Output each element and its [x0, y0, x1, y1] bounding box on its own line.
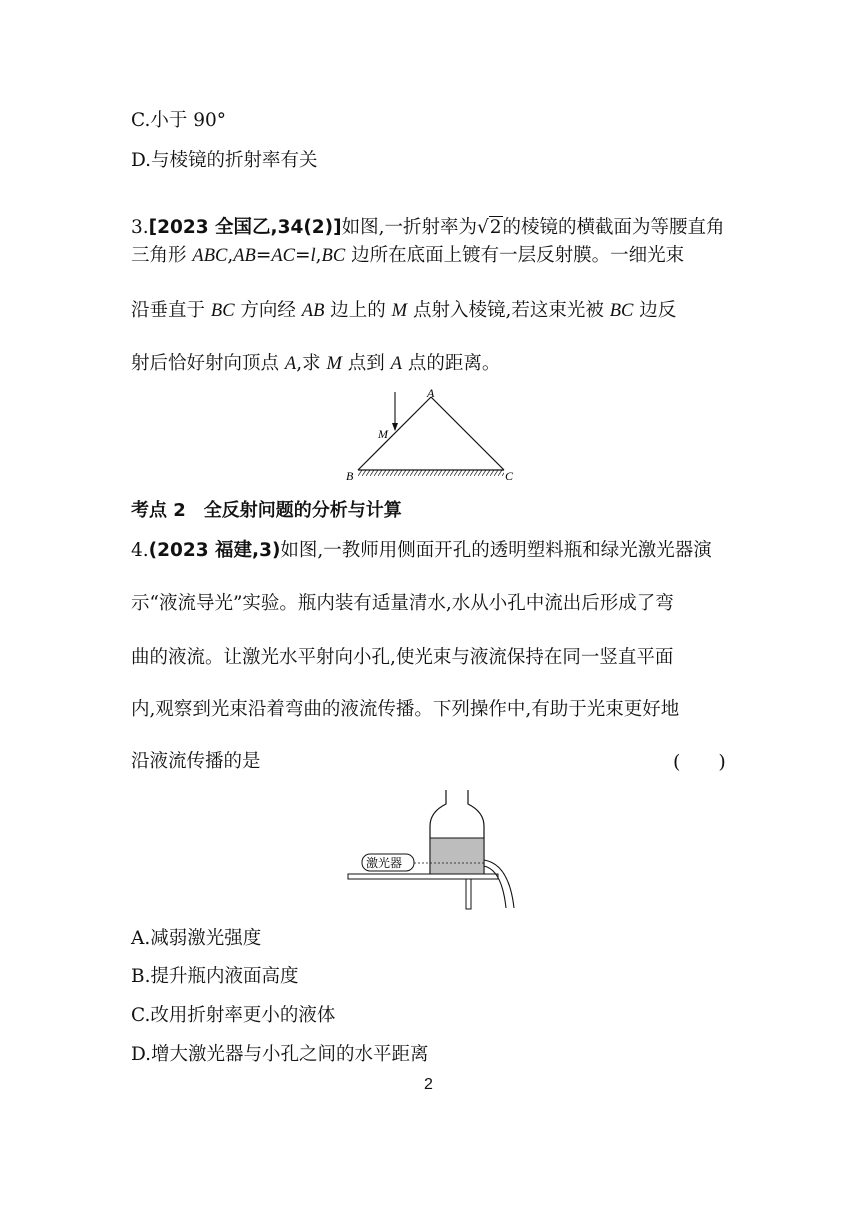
text: 方向经 [234, 300, 302, 321]
q3-line-3 [131, 296, 676, 322]
q4-line-5: 沿液流传播的是 [131, 751, 261, 772]
q4-line-1 [131, 536, 712, 562]
var-abc: ABC [192, 246, 228, 266]
var-ab: AB [233, 246, 256, 266]
text: , [315, 245, 322, 266]
option-d-prev: D.与棱镜的折射率有关 [131, 150, 318, 171]
reflective-film [358, 470, 504, 476]
q3-text-a: 如图,一折射率为 [341, 217, 477, 238]
text: 三角形 [131, 245, 193, 266]
q4-text: 如图,一教师用侧面开孔的透明塑料瓶和绿光激光器演 [280, 540, 712, 561]
table-top [348, 874, 498, 879]
text: 点射入棱镜,若这束光被 [407, 300, 610, 321]
option-c[interactable]: C.改用折射率更小的液体 [131, 1005, 336, 1026]
section-heading: 考点 2 全反射问题的分析与计算 [131, 500, 402, 521]
text: 沿垂直于 [131, 300, 211, 321]
text: 点到 [341, 353, 391, 374]
text: = [295, 245, 311, 266]
text: 边所在底面上镀有一层反射膜。一细光束 [345, 245, 685, 266]
option-d[interactable]: D.增大激光器与小孔之间的水平距离 [131, 1044, 429, 1065]
q4-number: 4. [131, 540, 149, 561]
table-leg [466, 879, 471, 909]
text: ,求 [296, 353, 327, 374]
water [430, 838, 484, 874]
q4-source: (2023 福建,3) [148, 540, 281, 561]
option-c-prev: C.小于 90° [131, 110, 227, 131]
var-l: l [310, 246, 316, 266]
var-bc: BC [321, 246, 346, 266]
label-c: C [505, 469, 514, 483]
text: 射后恰好射向顶点 [131, 353, 285, 374]
q3-line-1 [131, 213, 725, 239]
var-a: A [284, 354, 297, 374]
var-m: M [326, 354, 342, 374]
q3-text-b: 的棱镜的横截面为等腰直角 [502, 217, 725, 238]
text: 边反 [633, 300, 677, 321]
var-a: A [390, 354, 402, 374]
sqrt-symbol: √ [476, 217, 489, 238]
text: 点的距离。 [401, 353, 501, 374]
label-a: A [427, 386, 435, 400]
laser-label: 激光器 [366, 856, 403, 870]
option-a[interactable]: A.减弱激光强度 [131, 928, 262, 949]
option-b[interactable]: B.提升瓶内液面高度 [131, 966, 299, 987]
q4-line-3: 曲的液流。让激光水平射向小孔,使光束与液流保持在同一竖直平面 [131, 647, 674, 668]
q3-number: 3. [131, 217, 149, 238]
q4-line-4: 内,观察到光束沿着弯曲的液流传播。下列操作中,有助于光束更好地 [131, 699, 680, 720]
var-bc: BC [609, 301, 634, 321]
prism-figure [338, 386, 528, 486]
text: = [255, 245, 272, 266]
var-ac: AC [271, 246, 295, 266]
sqrt-radicand: 2 [489, 217, 502, 238]
label-m: M [378, 427, 388, 441]
ray-arrowhead [392, 423, 398, 431]
page-number: 2 [424, 1076, 433, 1093]
var-bc: BC [210, 301, 235, 321]
q4-line-2: 示“液流导光”实验。瓶内装有适量清水,水从小孔中流出后形成了弯 [131, 593, 674, 614]
text: 边上的 [324, 300, 392, 321]
label-b: B [346, 469, 354, 483]
text: , [227, 245, 234, 266]
var-ab: AB [301, 301, 325, 321]
q3-source: [2023 全国乙,34(2)] [148, 217, 342, 238]
q3-line-4 [131, 349, 500, 375]
var-m: M [391, 301, 408, 321]
q3-line-2 [131, 241, 684, 267]
sqrt-expression [477, 217, 503, 238]
answer-blank[interactable]: ( ) [673, 751, 726, 773]
side-ac [431, 397, 504, 470]
bottle-figure [344, 790, 524, 912]
